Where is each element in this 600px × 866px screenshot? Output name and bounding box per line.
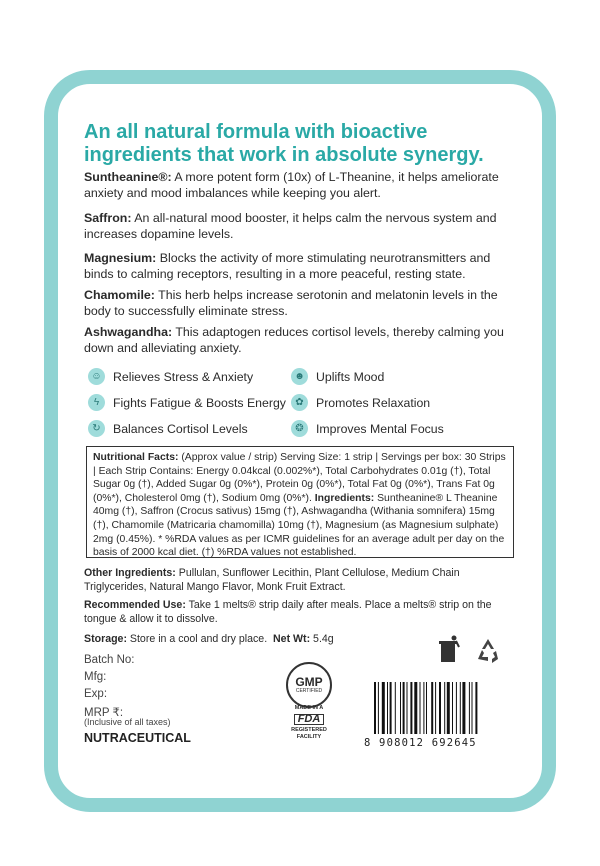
barcode-bar [452,682,453,734]
exp-label: Exp: [84,688,108,700]
barcode-bar [426,682,427,734]
fda-badge: MADE IN A FDA REGISTERED FACILITY [291,705,327,740]
barcode-bar [403,682,405,734]
barcode-bar [456,682,457,734]
recommended-use: Recommended Use: Take 1 melts® strip daily after meals. Place a melts® strip on the tongue & allow it to dissolve. [84,599,492,625]
flower-icon: ✿ [291,394,308,411]
barcode-bar [410,682,412,734]
batch-label: Batch No: [84,654,135,666]
dispose-bin-icon [438,635,460,665]
cycle-icon: ↻ [88,420,105,437]
barcode-bar [387,682,388,734]
barcode-bar [439,682,441,734]
barcode-bar [382,682,385,734]
other-ingredients: Other Ingredients: Pullulan, Sunflower Lecithin, Plant Cellulose, Medium Chain Triglycerides, Natural Mango Flavor, Monk Fruit Extract. [84,567,460,593]
benefit-item: ☻ Uplifts Mood [291,368,384,385]
barcode-bar [469,682,470,734]
barcode-bar [378,682,379,734]
barcode-bar [460,682,461,734]
storage: Storage: Store in a cool and dry place. Net Wt: 5.4g [84,633,334,645]
mrp-label: MRP ₹: [84,707,124,719]
barcode-bar [444,682,445,734]
barcode-bar [475,682,477,734]
ingredient-ashwagandha: Ashwagandha: This adaptogen reduces cortisol levels, thereby calming you down and alleviating anxiety. [84,325,504,355]
recycle-icon [474,637,502,665]
barcode-bar [423,682,424,734]
gmp-badge: GMP CERTIFIED [286,662,332,708]
lightning-icon: ϟ [88,394,105,411]
barcode-bar [395,682,396,734]
nutrition-facts-box: Nutritional Facts: (Approx value / strip) Serving Size: 1 strip | Servings per box: 30 Strips | Each Strip Contains: Energy 0.04kcal (0.002%*), Total Carbohydrates 0.01g (†), Total Sugar 0g (†), Added Sugar 0g (0%*), Protein 0g (0%*), Total Fat 0g (0%*), Trans Fat 0g (0%*), Cholesterol 0mg (†), Sodium 0mg (0%*). Ingredients: Suntheanine® L Theanine 40mg (†), Saffron (Crocus sativus) 15mg (†), Ashwagandha (Withania somnifera) 15mg (†), Chamomile (Matricaria chamomilla) 10mg (†), Magnesium (as Magnesium sulphate) 2mg (0.45%). * %RDA values as per ICMR guidelines for an average adult per day on the basis of 2000 kcal diet. (†) %RDA values not established. [86,446,514,558]
mfg-label: Mfg: [84,671,107,683]
barcode-bar [414,682,417,734]
barcode-bar [390,682,392,734]
smile-icon: ☻ [291,368,308,385]
benefit-item: ϟ Fights Fatigue & Boosts Energy [88,394,286,411]
barcode-bar [420,682,421,734]
head-icon: ☺ [88,368,105,385]
barcode-bar [407,682,408,734]
ingredient-suntheanine: Suntheanine®: A more potent form (10x) of L-Theanine, it helps ameliorate anxiety and mood imbalances while keeping you alert. [84,170,499,200]
barcode-bar [374,682,376,734]
barcode-bar [447,682,450,734]
headline: An all natural formula with bioactive ingredients that work in absolute synergy. [84,121,484,166]
ingredient-saffron: Saffron: An all-natural mood booster, it helps calm the nervous system and increases dopamine levels. [84,211,497,241]
barcode-bar [431,682,433,734]
benefit-item: ✿ Promotes Relaxation [291,394,430,411]
barcode-bar [435,682,436,734]
benefit-item: ↻ Balances Cortisol Levels [88,420,248,437]
barcode [374,682,512,734]
barcode-number: 8 908012 692645 [364,737,477,749]
benefit-item: ☺ Relieves Stress & Anxiety [88,368,253,385]
benefit-item: ❂ Improves Mental Focus [291,420,444,437]
barcode-bar [472,682,473,734]
barcode-bar [400,682,401,734]
taxes-note: (Inclusive of all taxes) [84,717,171,727]
ingredient-magnesium: Magnesium: Blocks the activity of more stimulating neurotransmitters and binds to calming receptors, resulting in a more peaceful, resting state. [84,251,491,281]
barcode-bar [462,682,465,734]
brain-icon: ❂ [291,420,308,437]
ingredient-chamomile: Chamomile: This herb helps increase serotonin and melatonin levels in the body to successfully eliminate stress. [84,288,498,318]
category-label: NUTRACEUTICAL [84,731,191,745]
